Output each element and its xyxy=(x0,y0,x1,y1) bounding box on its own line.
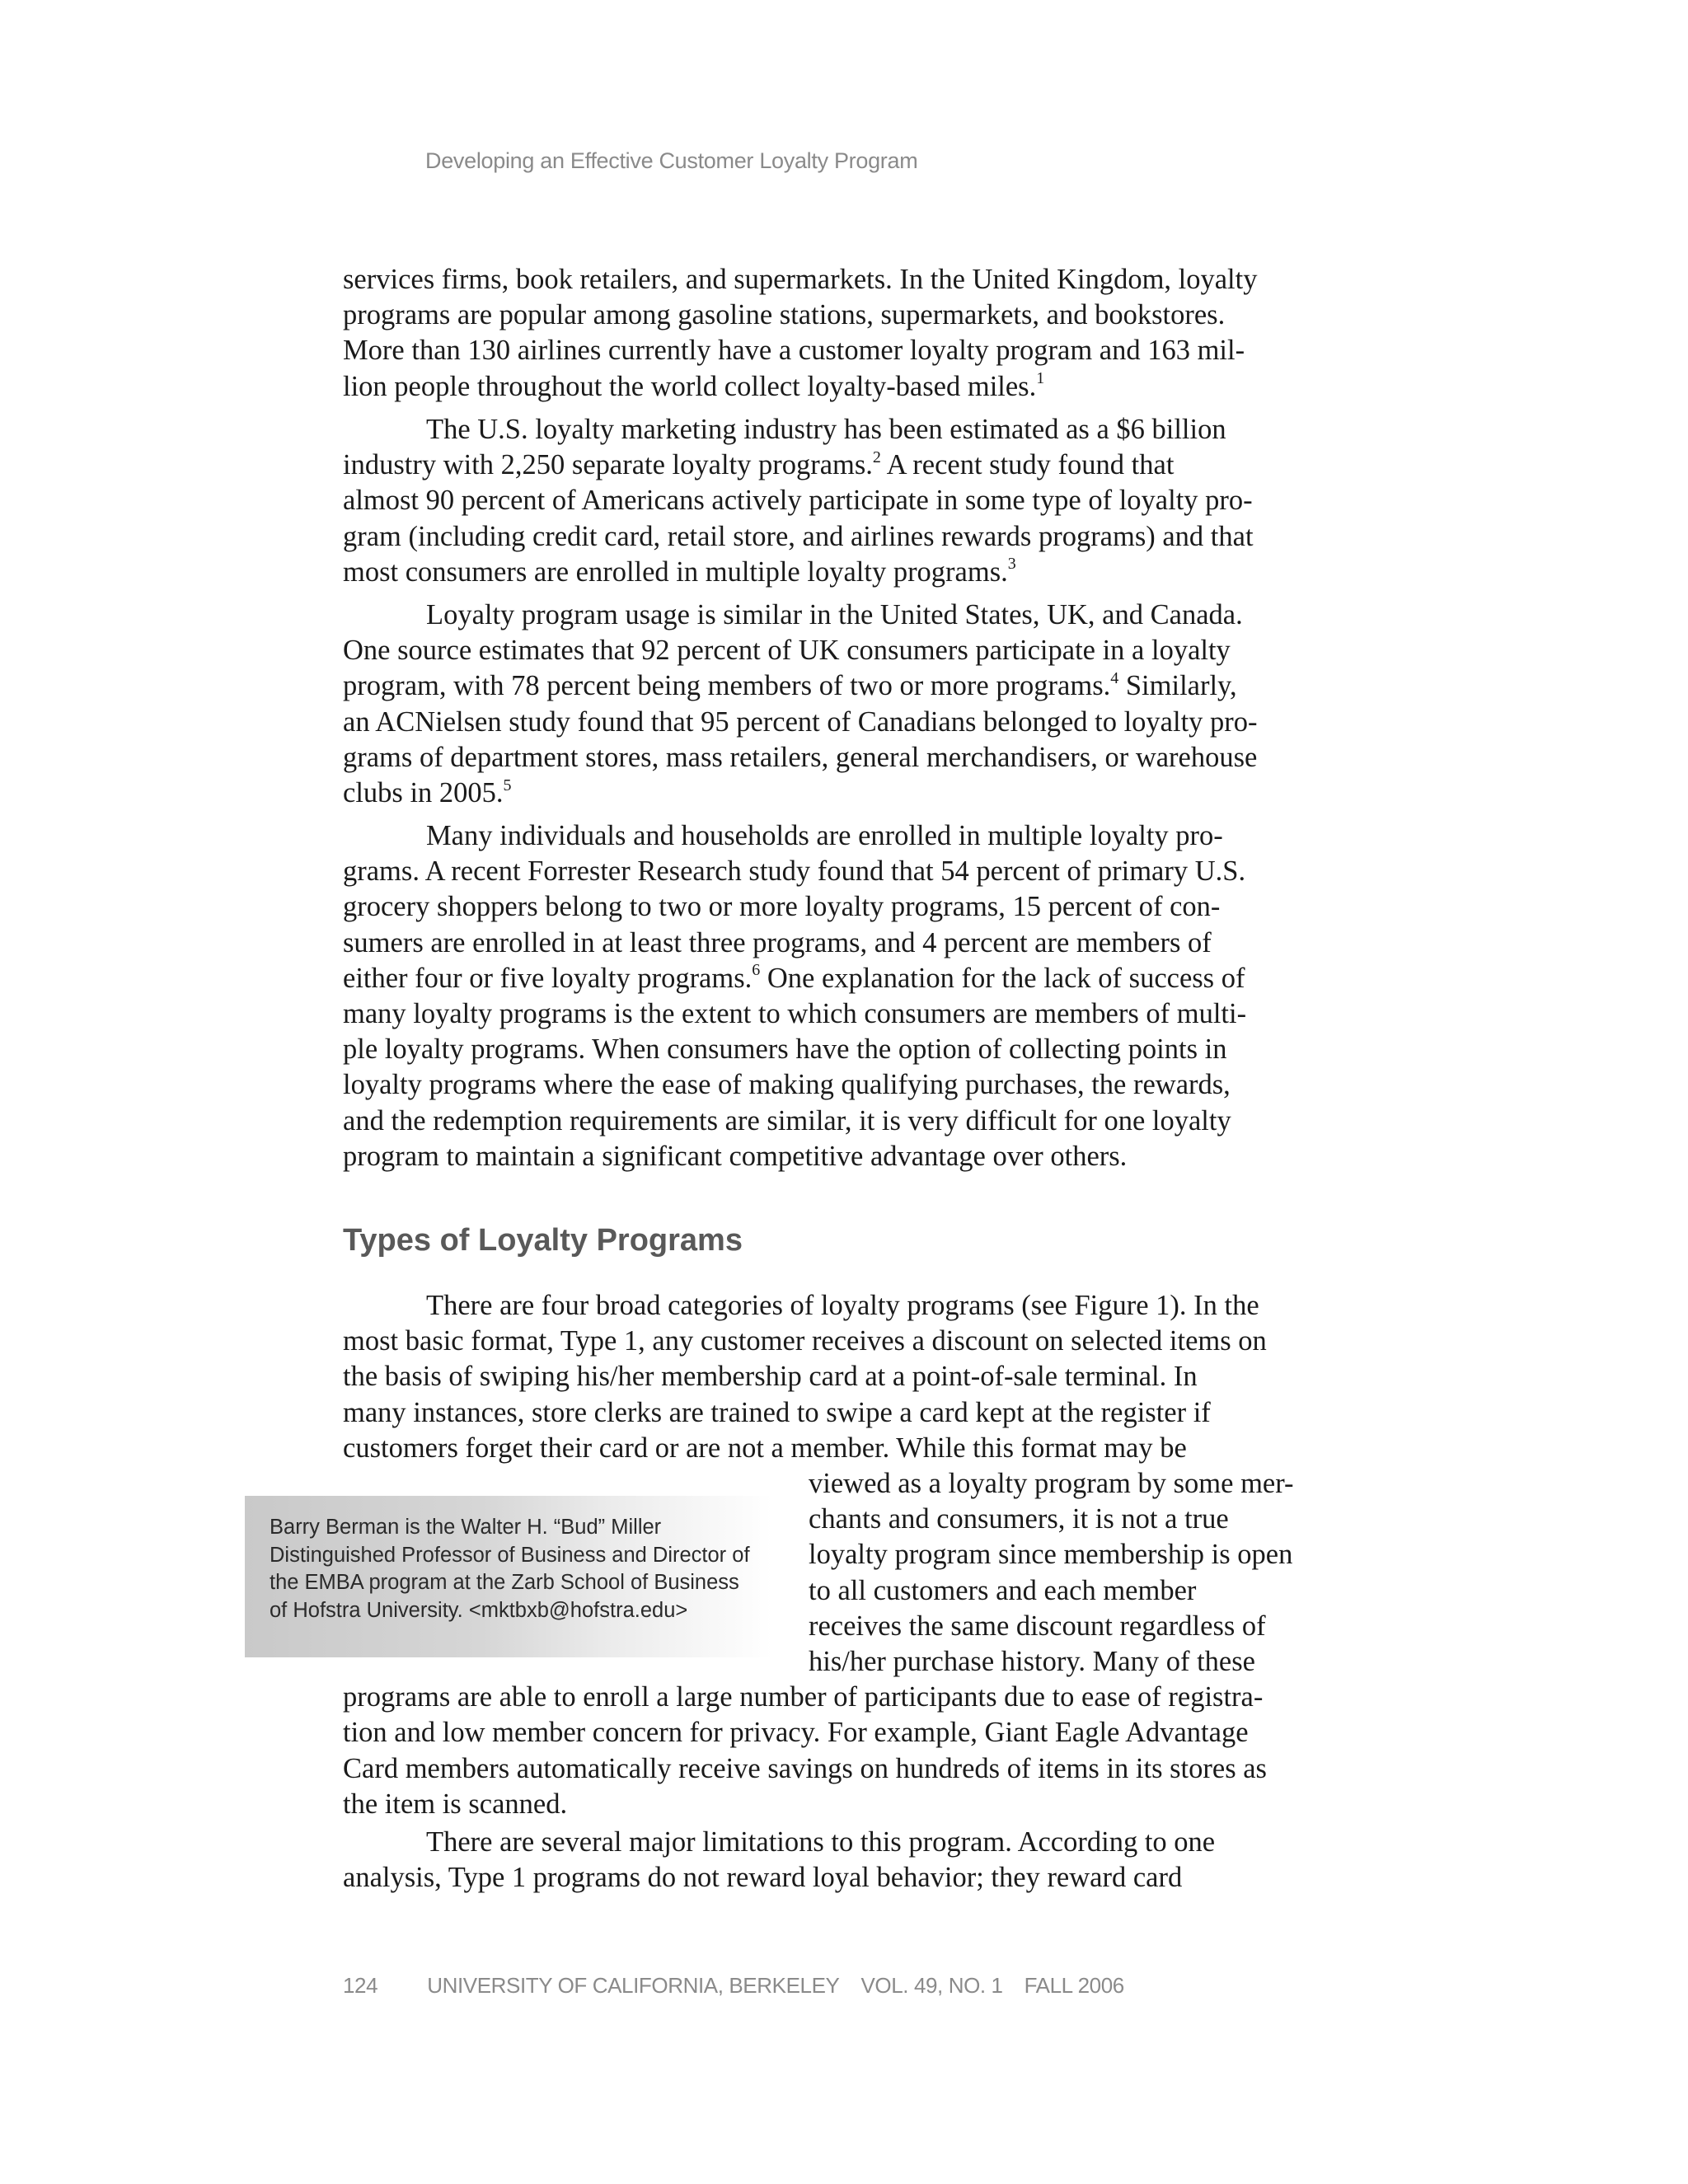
author-note-line: Barry Berman is the Walter H. “Bud” Miller xyxy=(270,1516,662,1539)
text-line: an ACNielsen study found that 95 percent of Canadians belonged to loyalty pro- xyxy=(343,705,1258,738)
text-line: loyalty programs where the ease of making qualifying purchases, the rewards, xyxy=(343,1069,1231,1101)
text-line: to all customers and each member xyxy=(809,1574,1197,1606)
text-line: the item is scanned. xyxy=(343,1788,568,1820)
running-head: Developing an Effective Customer Loyalty Program xyxy=(425,148,918,173)
section-heading: Types of Loyalty Programs xyxy=(343,1223,743,1258)
text-line: customers forget their card or are not a member. While this format may be xyxy=(343,1432,1187,1464)
text-line: industry with 2,250 separate loyalty programs.$^2$ A recent study found that xyxy=(343,448,1175,481)
text-line: loyalty program since membership is open xyxy=(809,1539,1293,1571)
text-line: receives the same discount regardless of xyxy=(809,1610,1266,1642)
paragraph-us-industry xyxy=(343,412,1332,590)
journal-institution: UNIVERSITY OF CALIFORNIA, BERKELEY xyxy=(427,1973,840,1998)
text-line: either four or five loyalty programs.$^6$ One explanation for the lack of success of xyxy=(343,961,1245,994)
text-line: clubs in 2005.$^5$ xyxy=(343,776,512,809)
author-note-line: of Hofstra University. <mktbxb@hofstra.edu> xyxy=(270,1598,688,1622)
text-line: programs are popular among gasoline stations, supermarkets, and bookstores. xyxy=(343,299,1226,331)
footnote-ref-4[interactable]: 4 xyxy=(1110,668,1119,687)
text-line: The U.S. loyalty marketing industry has been estimated as a $6 billion xyxy=(426,414,1226,445)
text-line: There are several major limitations to this program. According to one xyxy=(426,1826,1216,1858)
text-line: and the redemption requirements are similar, it is very difficult for one loyalty xyxy=(343,1104,1231,1137)
text-line: grams. A recent Forrester Research study found that 54 percent of primary U.S. xyxy=(343,855,1246,888)
text-line: his/her purchase history. Many of these xyxy=(809,1646,1255,1678)
text-line: Many individuals and households are enrolled in multiple loyalty pro- xyxy=(426,820,1223,851)
text-line: services firms, book retailers, and supermarkets. In the United Kingdom, loyalty xyxy=(343,264,1258,295)
text-line: sumers are enrolled in at least three programs, and 4 percent are members of xyxy=(343,926,1212,958)
text-line: most basic format, Type 1, any customer receives a discount on selected items on xyxy=(343,1325,1267,1357)
author-note-box xyxy=(245,1496,772,1657)
text-line: lion people throughout the world collect loyalty-based miles.$^1$ xyxy=(343,369,1045,402)
text-line: many loyalty programs is the extent to which consumers are members of multi- xyxy=(343,998,1247,1030)
text-line: tion and low member concern for privacy. For example, Giant Eagle Advantage xyxy=(343,1717,1249,1749)
text-line: grocery shoppers belong to two or more loyalty programs, 15 percent of con- xyxy=(343,891,1221,923)
text-line: More than 130 airlines currently have a customer loyalty program and 163 mil- xyxy=(343,335,1245,367)
text-line: ple loyalty programs. When consumers have the option of collecting points in xyxy=(343,1033,1227,1066)
text-line: Card members automatically receive savings on hundreds of items in its stores as xyxy=(343,1752,1267,1784)
page-number: 124 xyxy=(343,1973,378,1998)
text-line: the basis of swiping his/her membership card at a point-of-sale terminal. In xyxy=(343,1361,1198,1393)
footnote-ref-2[interactable]: 2 xyxy=(872,448,881,466)
text-line: most consumers are enrolled in multiple loyalty programs.$^3$ xyxy=(343,555,1016,588)
footnote-ref-3[interactable]: 3 xyxy=(1007,555,1016,574)
author-note-text xyxy=(270,1514,750,1624)
paragraph-intro xyxy=(343,262,1332,405)
text-line: chants and consumers, it is not a true xyxy=(809,1503,1229,1535)
text-line: programs are able to enroll a large number of participants due to ease of registra- xyxy=(343,1681,1264,1713)
text-line: many instances, store clerks are trained to swipe a card kept at the register if xyxy=(343,1396,1211,1428)
text-line: There are four broad categories of loyalty programs (see Figure 1). In the xyxy=(426,1290,1259,1321)
paragraph-usage xyxy=(343,598,1332,811)
text-line: One source estimates that 92 percent of UK consumers participate in a loyalty xyxy=(343,635,1231,667)
text-line: analysis, Type 1 programs do not reward loyal behavior; they reward card xyxy=(343,1862,1183,1894)
text-line: viewed as a loyalty program by some mer- xyxy=(809,1468,1294,1500)
author-note-line: the EMBA program at the Zarb School of Business xyxy=(270,1571,739,1594)
footnote-ref-1[interactable]: 1 xyxy=(1036,369,1045,388)
text-line: program to maintain a significant competitive advantage over others. xyxy=(343,1140,1128,1172)
page-footer xyxy=(343,1973,1124,1999)
author-note-line: Distinguished Professor of Business and Director of xyxy=(270,1543,750,1567)
journal-volume: VOL. 49, NO. 1 xyxy=(860,1973,1003,1998)
footnote-ref-5[interactable]: 5 xyxy=(503,776,512,794)
journal-season: FALL 2006 xyxy=(1024,1973,1124,1998)
text-line: Loyalty program usage is similar in the United States, UK, and Canada. xyxy=(426,599,1243,630)
footnote-ref-6[interactable]: 6 xyxy=(752,961,761,980)
text-line: program, with 78 percent being members of two or more programs.$^4$ Similarly, xyxy=(343,668,1237,702)
text-line: almost 90 percent of Americans actively participate in some type of loyalty pro- xyxy=(343,485,1253,517)
paragraph-limitations xyxy=(343,1825,1332,1896)
paragraph-multiple-programs xyxy=(343,818,1332,1174)
text-line: gram (including credit card, retail store, and airlines rewards programs) and that xyxy=(343,520,1254,552)
text-line: grams of department stores, mass retailers, general merchandisers, or warehouse xyxy=(343,741,1258,773)
